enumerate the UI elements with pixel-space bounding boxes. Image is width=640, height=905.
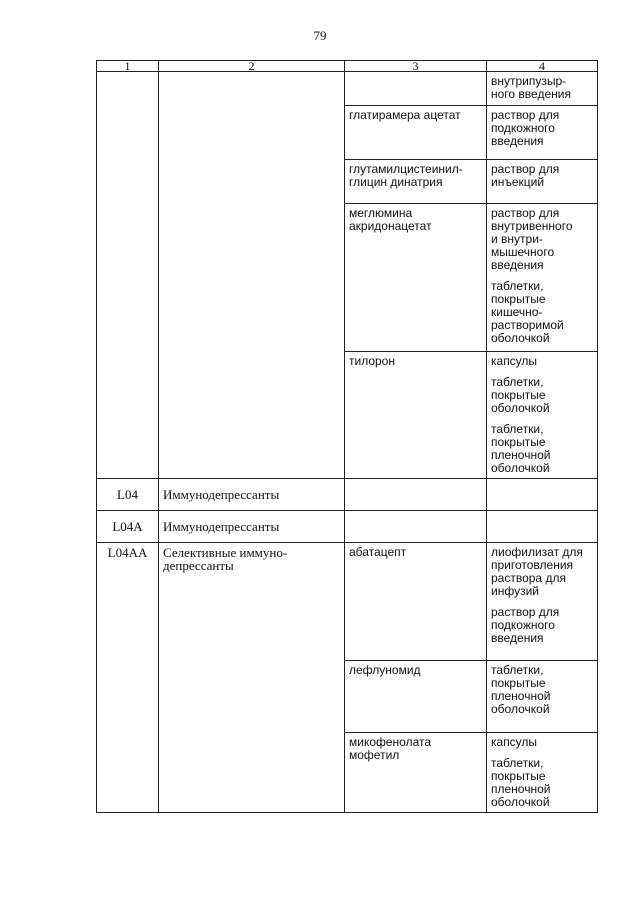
dosage-form-line: оболочкой (491, 461, 550, 475)
atc-code-cell (97, 72, 159, 479)
atc-group-cell (159, 72, 345, 479)
dosage-form-line: раствора для (491, 571, 566, 585)
dosage-form-line: пленочной (491, 689, 551, 703)
dosage-form-line: инъекций (491, 175, 545, 189)
dosage-form-line: раствор для (491, 108, 560, 122)
dosage-form-line: покрытые (491, 388, 546, 402)
column-header-3: 3 (345, 61, 487, 72)
drug-name-cell: микофенолата мофетил (345, 733, 487, 813)
table-row (97, 543, 598, 661)
column-header-2: 2 (159, 61, 345, 72)
drug-name-cell (345, 72, 487, 106)
drug-name-cell: тилорон (345, 352, 487, 479)
dosage-form (491, 606, 593, 645)
dosage-form-cell (487, 160, 598, 204)
dosage-form-line: покрытые (491, 292, 546, 306)
dosage-form-line: внутрипузыр- (491, 74, 567, 88)
column-header-1: 1 (97, 61, 159, 72)
dosage-form (491, 75, 593, 101)
dosage-form-line: таблетки, (491, 756, 544, 770)
dosage-form-line: подкожного (491, 618, 555, 632)
dosage-form-cell (487, 511, 598, 543)
dosage-form (491, 163, 593, 189)
dosage-form-line: приготовления (491, 558, 574, 572)
dosage-form-line: оболочкой (491, 702, 550, 716)
dosage-form-cell (487, 106, 598, 160)
page-number: 79 (313, 28, 327, 43)
dosage-form-line: ного введения (491, 87, 571, 101)
dosage-form-cell (487, 352, 598, 479)
dosage-form-cell (487, 72, 598, 106)
atc-group-cell: Иммунодепрессанты (159, 511, 345, 543)
drug-name-cell: глатирамера ацетат (345, 106, 487, 160)
dosage-form (491, 376, 593, 415)
atc-code-cell: L04A (97, 511, 159, 543)
dosage-form (491, 736, 593, 749)
dosage-form-line: введения (491, 631, 544, 645)
drug-name-cell: глутамилцистеинил- глицин динатрия (345, 160, 487, 204)
dosage-form-line: лиофилизат для (491, 545, 583, 559)
drug-name-cell: меглюмина акридонацетат (345, 204, 487, 352)
dosage-form-line: и внутри- (491, 232, 543, 246)
dosage-form-line: пленочной (491, 448, 551, 462)
dosage-form-line: раствор для (491, 162, 560, 176)
dosage-form-line: растворимой (491, 318, 564, 332)
column-header-4: 4 (487, 61, 598, 72)
dosage-form-line: инфузий (491, 584, 539, 598)
table-row (97, 72, 598, 106)
dosage-form-cell (487, 543, 598, 661)
dosage-form-line: оболочкой (491, 331, 550, 345)
table-body (97, 72, 598, 813)
drug-table (96, 60, 598, 813)
dosage-form-line: таблетки, (491, 663, 544, 677)
dosage-form-cell (487, 479, 598, 511)
dosage-form (491, 109, 593, 148)
dosage-form-line: кишечно- (491, 305, 543, 319)
table-row (97, 511, 598, 543)
dosage-form-line: введения (491, 258, 544, 272)
dosage-form-line: таблетки, (491, 375, 544, 389)
table-row (97, 479, 598, 511)
dosage-form-line: капсулы (491, 735, 538, 749)
dosage-form-cell (487, 733, 598, 813)
dosage-form (491, 664, 593, 716)
dosage-form (491, 355, 593, 368)
dosage-form-line: раствор для (491, 206, 560, 220)
header-row (97, 61, 598, 72)
dosage-form-line: внутривенного (491, 219, 573, 233)
dosage-form (491, 280, 593, 345)
dosage-form-line: пленочной (491, 782, 551, 796)
dosage-form (491, 423, 593, 475)
dosage-form-line: оболочкой (491, 401, 550, 415)
dosage-form-line: оболочкой (491, 795, 550, 809)
dosage-form (491, 207, 593, 272)
dosage-form-line: введения (491, 134, 544, 148)
atc-group-cell: Селективные иммуно- депрессанты (159, 543, 345, 813)
dosage-form-line: таблетки, (491, 279, 544, 293)
dosage-form (491, 546, 593, 598)
dosage-form-cell (487, 204, 598, 352)
dosage-form-line: покрытые (491, 676, 546, 690)
drug-name-cell (345, 511, 487, 543)
dosage-form-line: покрытые (491, 769, 546, 783)
dosage-form-line: таблетки, (491, 422, 544, 436)
dosage-form-line: раствор для (491, 605, 560, 619)
atc-code-cell: L04 (97, 479, 159, 511)
atc-code-cell: L04AA (97, 543, 159, 813)
dosage-form-cell (487, 661, 598, 733)
dosage-form-line: мышечного (491, 245, 555, 259)
dosage-form (491, 757, 593, 809)
drug-name-cell: лефлуномид (345, 661, 487, 733)
atc-group-cell: Иммунодепрессанты (159, 479, 345, 511)
dosage-form-line: подкожного (491, 121, 555, 135)
drug-name-cell (345, 479, 487, 511)
dosage-form-line: покрытые (491, 435, 546, 449)
dosage-form-line: капсулы (491, 354, 538, 368)
drug-name-cell: абатацепт (345, 543, 487, 661)
